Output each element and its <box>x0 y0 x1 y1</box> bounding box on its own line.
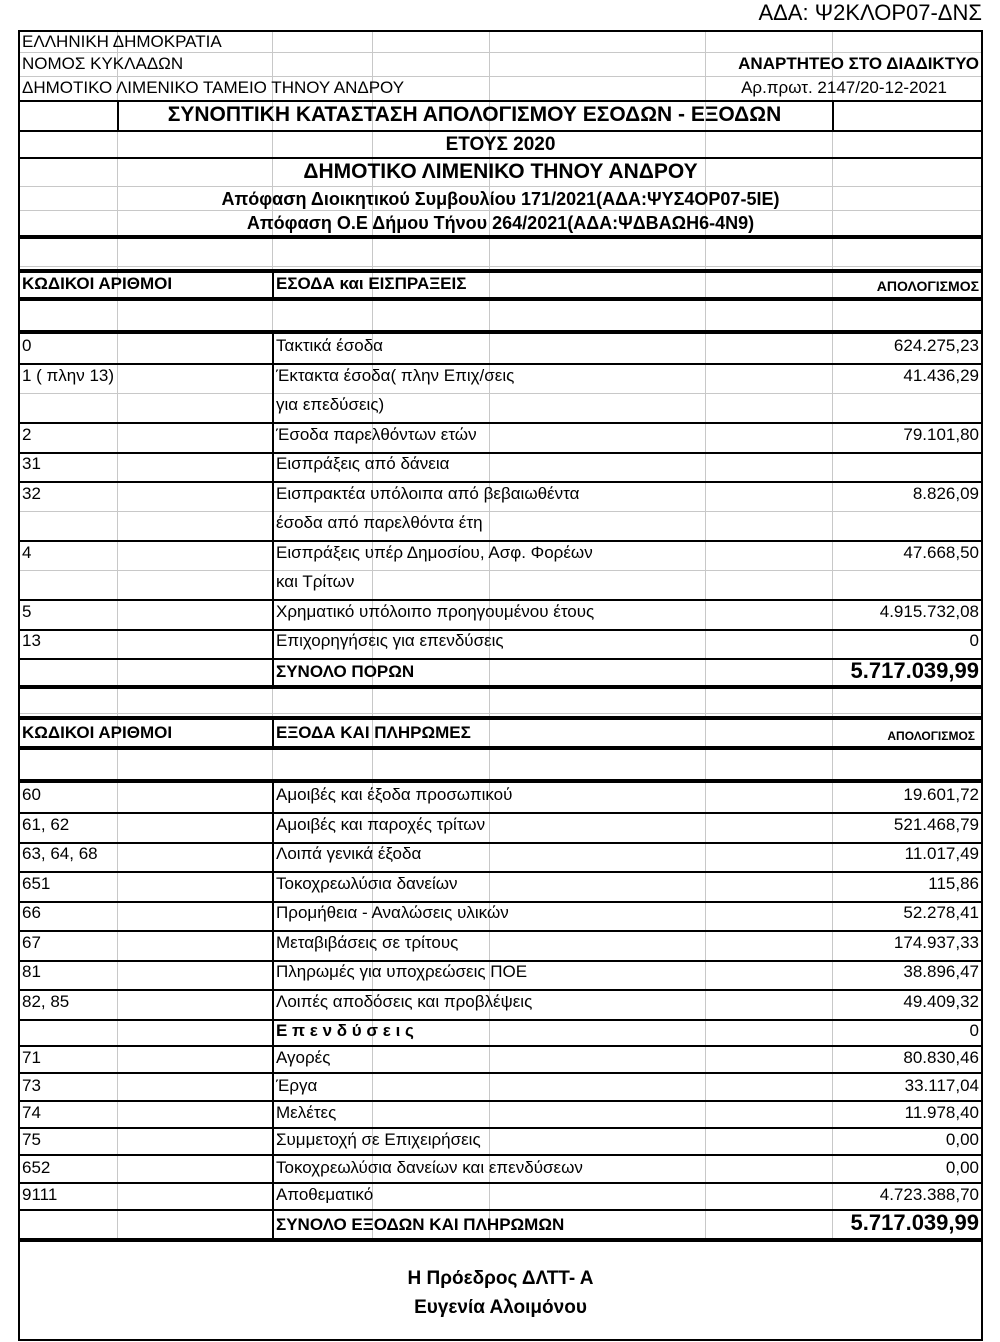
row-description: Έσοδα παρελθόντων ετών <box>276 425 477 444</box>
signature-name: Ευγενία Αλοιμόνου <box>414 1297 587 1318</box>
ada-code: ΑΔΑ: Ψ2ΚΛΟΡ07-ΔΝΣ <box>758 0 982 25</box>
row-border <box>20 1019 981 1021</box>
row-amount: 4.723.388,70 <box>879 1185 979 1204</box>
row-description: Αποθεματικό <box>276 1185 374 1204</box>
row-amount: 79.101,80 <box>903 425 979 444</box>
row-description: Πληρωμές για υποχρεώσεις ΠΟΕ <box>276 962 528 981</box>
row-description: Αγορές <box>276 1048 331 1067</box>
expenses-col-description: ΕΞΟΔΑ ΚΑΙ ΠΛΗΡΩΜΕΣ <box>276 723 471 742</box>
grid-row-line <box>20 76 981 77</box>
grid-row-line <box>20 186 981 187</box>
revenue-col-codes: ΚΩΔΙΚΟΙ ΑΡΙΘΜΟΙ <box>22 274 173 293</box>
row-code: 9111 <box>22 1185 58 1204</box>
protocol-number: Αρ.πρωτ. 2147/20-12-2021 <box>741 78 947 97</box>
decision-committee: Απόφαση Ο.Ε Δήμου Τήνου 264/2021(ΑΔΑ:ΨΔΒΑΩΗ6-4Ν9) <box>246 213 755 233</box>
row-border <box>20 1072 981 1074</box>
grid-row-line <box>20 210 981 211</box>
row-amount: 19.601,72 <box>903 785 979 804</box>
row-amount: 0 <box>969 631 979 650</box>
revenue-header-bottom <box>20 297 981 301</box>
publish-note: ΑΝΑΡΤΗΤΕΟ ΣΤΟ ΔΙΑΔΙΚΤΥΟ <box>738 54 979 73</box>
row-border <box>20 842 981 844</box>
row-code: 0 <box>22 336 32 355</box>
row-border <box>20 989 981 991</box>
row-amount: 80.830,46 <box>903 1048 979 1067</box>
expenses-col-amount: ΑΠΟΛΟΓΙΣΜΟΣ <box>887 729 975 743</box>
revenue-total-bottom <box>20 685 981 689</box>
row-description: Τοκοχρεωλύσια δανείων <box>276 874 458 893</box>
row-description: Ε π ε ν δ ύ σ ε ι ς <box>276 1021 414 1040</box>
row-amount: 33.117,04 <box>904 1076 979 1095</box>
row-code: 2 <box>22 425 32 444</box>
row-description: Λοιπά γενικά έξοδα <box>276 844 422 863</box>
expenses-total-label: ΣΥΝΟΛΟ ΕΞΟΔΩΝ ΚΑΙ ΠΛΗΡΩΜΩΝ <box>276 1215 565 1234</box>
row-border <box>20 812 981 814</box>
row-border <box>20 540 981 542</box>
row-amount: 11.978,40 <box>904 1103 979 1122</box>
row-code: 71 <box>22 1048 41 1067</box>
row-amount: 38.896,47 <box>903 962 979 981</box>
row-border <box>20 658 981 660</box>
row-code: 61, 62 <box>22 815 70 834</box>
row-code: 13 <box>22 631 41 650</box>
expenses-header-bottom <box>20 746 981 750</box>
document-year: ΕΤΟΥΣ 2020 <box>445 134 556 155</box>
row-code: 73 <box>22 1076 41 1095</box>
row-code: 74 <box>22 1103 41 1122</box>
row-description: Έκτακτα έσοδα( πλην Επιχ/σεις <box>276 366 515 385</box>
row-code: 60 <box>22 785 41 804</box>
row-amount: 52.278,41 <box>903 903 979 922</box>
revenue-body-top <box>20 330 981 334</box>
row-description: Τακτικά έσοδα <box>276 336 383 355</box>
row-code: 5 <box>22 602 32 621</box>
row-description: Εισπράξεις από δάνεια <box>276 454 450 473</box>
header-bottom-border <box>20 235 981 239</box>
row-border <box>20 481 981 483</box>
expenses-total-bottom <box>20 1238 981 1242</box>
row-code: 4 <box>22 543 32 562</box>
revenue-header-top <box>20 269 981 273</box>
row-description: Προμήθεια - Αναλώσεις υλικών <box>276 903 509 922</box>
revenue-col-description: ΕΣΟΔΑ και ΕΙΣΠΡΑΞΕΙΣ <box>276 274 467 293</box>
row-description: Εισπρακτέα υπόλοιπα από βεβαιωθέντα <box>276 484 580 503</box>
row-description: Συμμετοχή σε Επιχειρήσεις <box>276 1130 481 1149</box>
row-description: και Τρίτων <box>276 572 355 591</box>
title-right-border <box>832 100 834 130</box>
year-top-border <box>20 130 981 132</box>
row-border <box>20 1154 981 1156</box>
expenses-header-divider <box>272 716 274 750</box>
row-amount: 624.275,23 <box>893 336 979 355</box>
header-republic: ΕΛΛΗΝΙΚΗ ΔΗΜΟΚΡΑΤΙΑ <box>22 32 222 51</box>
row-border <box>20 1100 981 1102</box>
row-description: έσοδα από παρελθόντα έτη <box>276 513 483 532</box>
row-description: Έργα <box>276 1076 318 1095</box>
row-code: 63, 64, 68 <box>22 844 98 863</box>
expenses-col-codes: ΚΩΔΙΚΟΙ ΑΡΙΘΜΟΙ <box>22 723 173 742</box>
expenses-header-top <box>20 716 981 720</box>
revenue-total-amount: 5.717.039,99 <box>850 658 979 683</box>
row-code: 31 <box>22 454 41 473</box>
row-description: Εισπράξεις υπέρ Δημοσίου, Ασφ. Φορέων <box>276 543 593 562</box>
row-border <box>20 363 981 365</box>
row-code: 75 <box>22 1130 41 1149</box>
row-amount: 11.017,49 <box>904 844 979 863</box>
budget-summary-sheet <box>18 30 983 1341</box>
row-amount: 4.915.732,08 <box>879 602 979 621</box>
row-description: Χρηματικό υπόλοιπο προηγουμένου έτους <box>276 602 595 621</box>
signature-role: Η Πρόεδρος ΔΛΤΤ- Α <box>407 1268 594 1289</box>
grid-row-line <box>20 570 981 571</box>
row-code: 82, 85 <box>22 992 70 1011</box>
row-border <box>20 930 981 932</box>
row-code: 651 <box>22 874 51 893</box>
row-amount: 174.937,33 <box>893 933 979 952</box>
header-fund: ΔΗΜΟΤΙΚΟ ΛΙΜΕΝΙΚΟ ΤΑΜΕΙΟ ΤΗΝΟΥ ΑΝΔΡΟΥ <box>22 78 405 97</box>
row-code: 67 <box>22 933 41 952</box>
row-description: Τοκοχρεωλύσια δανείων και επενδύσεων <box>276 1158 583 1177</box>
row-code: 1 ( πλην 13) <box>22 366 115 385</box>
document-title: ΣΥΝΟΠΤΙΚΗ ΚΑΤΑΣΤΑΣΗ ΑΠΟΛΟΓΙΣΜΟΥ ΕΣΟΔΩΝ - ΕΞΟΔΩΝ <box>167 103 782 126</box>
row-description: για επεδύσεις) <box>276 395 385 414</box>
row-border <box>20 452 981 454</box>
row-description: Μεταβιβάσεις σε τρίτους <box>276 933 459 952</box>
row-description: Αμοιβές και έξοδα προσωπικού <box>276 785 513 804</box>
row-description: Επιχορηγήσεις για επενδύσεις <box>276 631 504 650</box>
row-description: Λοιπές αποδόσεις και προβλέψεις <box>276 992 533 1011</box>
row-amount: 0,00 <box>945 1130 979 1149</box>
row-border <box>20 1209 981 1211</box>
row-amount: 8.826,09 <box>912 484 979 503</box>
revenue-header-divider <box>272 269 274 301</box>
row-amount: 0,00 <box>945 1158 979 1177</box>
row-amount: 0 <box>969 1021 979 1040</box>
revenue-total-label: ΣΥΝΟΛΟ ΠΟΡΩΝ <box>276 662 415 681</box>
revenue-col-amount: ΑΠΟΛΟΓΙΣΜΟΣ <box>876 278 979 294</box>
row-amount: 49.409,32 <box>903 992 979 1011</box>
row-description: Αμοιβές και παροχές τρίτων <box>276 815 486 834</box>
expenses-desc-divider <box>272 779 274 1239</box>
grid-row-line <box>20 393 981 394</box>
row-code: 66 <box>22 903 41 922</box>
grid-row-line <box>20 266 981 267</box>
row-description: Μελέτες <box>276 1103 337 1122</box>
grid-row-line <box>20 52 981 53</box>
revenue-desc-divider <box>272 330 274 685</box>
row-amount: 115,86 <box>928 874 979 893</box>
row-border <box>20 1127 981 1129</box>
row-code: 81 <box>22 962 41 981</box>
expenses-total-amount: 5.717.039,99 <box>850 1210 979 1235</box>
row-border <box>20 422 981 424</box>
expenses-body-top <box>20 779 981 783</box>
row-code: 652 <box>22 1158 51 1177</box>
row-border <box>20 871 981 873</box>
decision-board: Απόφαση Διοικητικού Συμβουλίου 171/2021(ΑΔΑ:ΨΥΣ4ΟΡ07-5ΙΕ) <box>221 189 780 209</box>
grid-row-line <box>20 713 981 714</box>
row-border <box>20 1045 981 1047</box>
row-border <box>20 1182 981 1184</box>
row-amount: 47.668,50 <box>903 543 979 562</box>
row-amount: 41.436,29 <box>903 366 979 385</box>
entity-name: ΔΗΜΟΤΙΚΟ ΛΙΜΕΝΙΚΟ ΤΗΝΟΥ ΑΝΔΡΟΥ <box>303 160 698 183</box>
header-prefecture: ΝΟΜΟΣ ΚΥΚΛΑΔΩΝ <box>22 54 184 73</box>
row-code: 32 <box>22 484 41 503</box>
row-amount: 521.468,79 <box>893 815 979 834</box>
row-border <box>20 599 981 601</box>
grid-row-line <box>20 511 981 512</box>
